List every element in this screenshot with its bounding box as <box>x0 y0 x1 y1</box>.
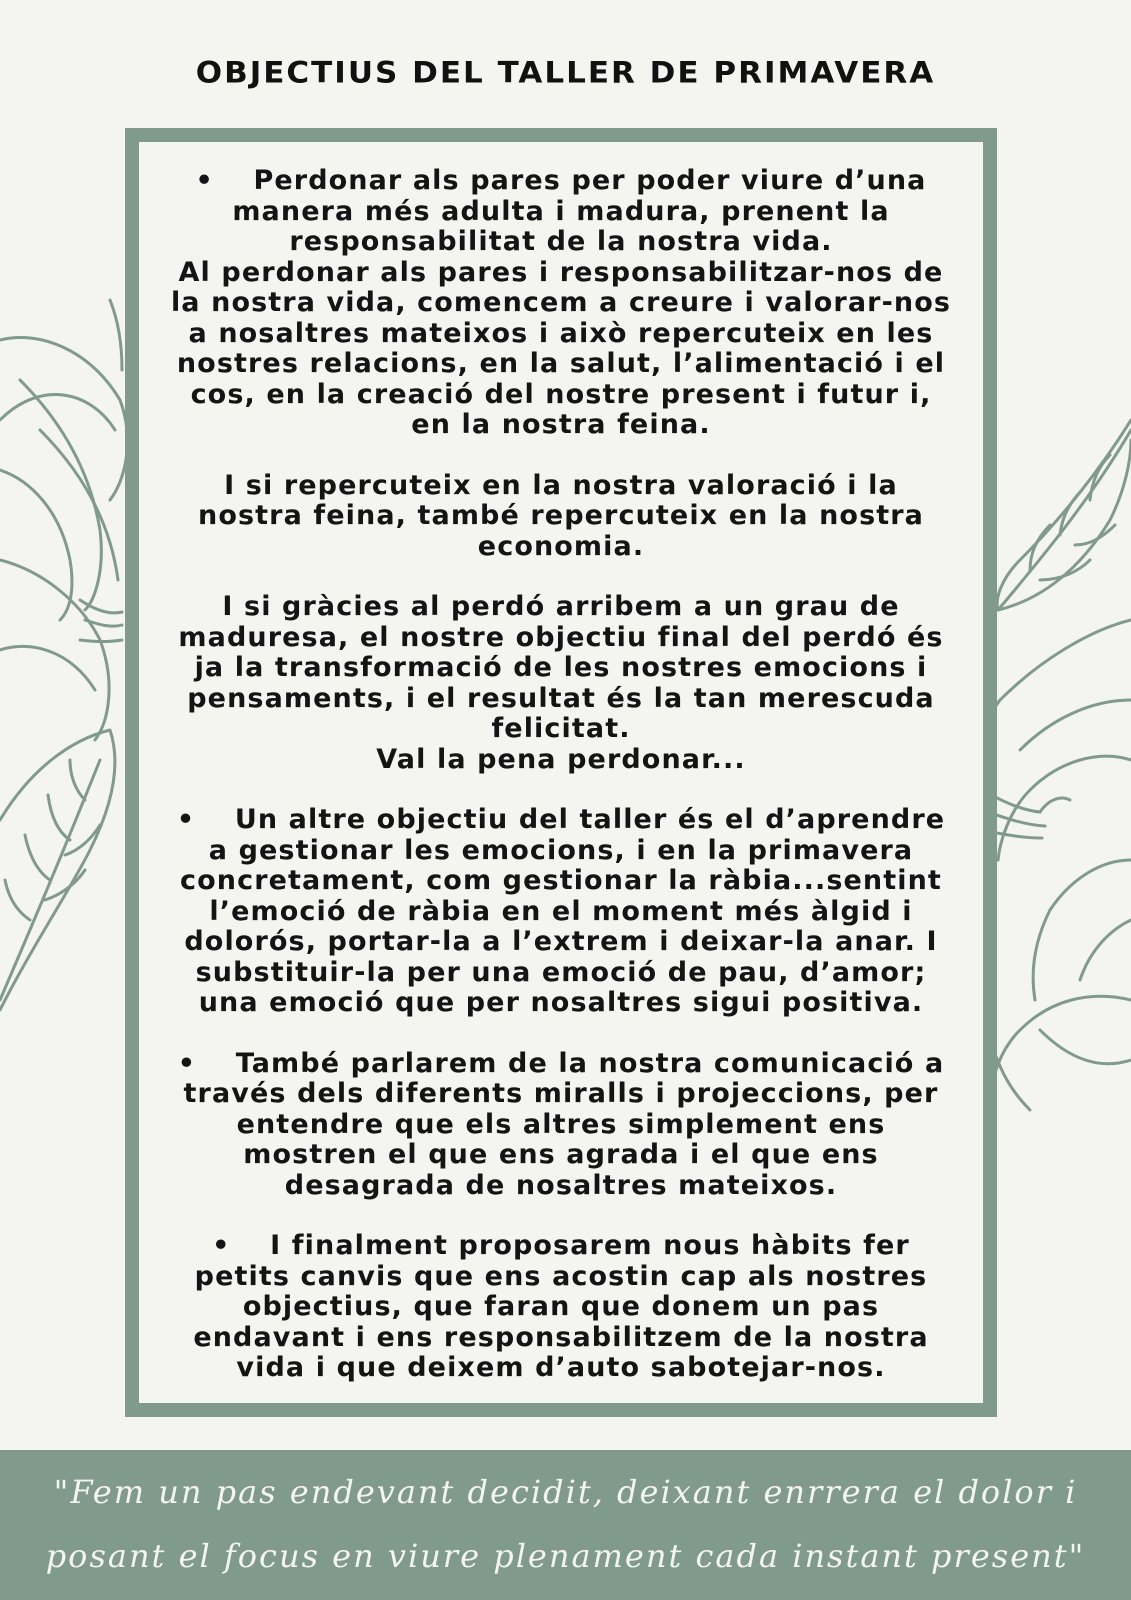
text-line: dolorós, portar-la a l’extrem i deixar-la anar. I <box>184 926 938 957</box>
left-petal-7 <box>0 646 95 690</box>
objective-1-economy <box>153 471 969 563</box>
text-line: nostra feina, també repercuteix en la nostra <box>198 500 924 531</box>
bullet-icon: • <box>176 804 196 835</box>
text-line: • També parlarem de la nostra comunicació a <box>177 1047 945 1079</box>
text-line: l’emoció de ràbia en el moment més àlgid i <box>209 895 913 927</box>
objective-3 <box>153 1049 969 1202</box>
content-frame <box>125 128 997 1417</box>
text-line: la nostra vida, comencem a creure i valorar-nos <box>170 287 952 318</box>
text-line: ja la transformació de les nostres emocions i <box>194 652 928 683</box>
page-title: OBJECTIUS DEL TALLER DE PRIMAVERA <box>195 55 936 91</box>
text-line: economia. <box>477 530 645 562</box>
objective-1-forgiveness <box>153 592 969 775</box>
objectives-text <box>153 166 969 1384</box>
text-line: entendre que els altres simplement ens <box>236 1108 886 1140</box>
objective-2 <box>153 805 969 1019</box>
text-line: en la nostra feina. <box>411 409 711 440</box>
text-line: a nosaltres mateixos i això repercuteix en les <box>188 317 934 349</box>
text-line: cos, en la creació del nostre present i futur i, <box>190 378 932 410</box>
text-line: concretament, com gestionar la ràbia...sentint <box>180 865 942 896</box>
text-line: través dels diferents miralls i projeccions, per <box>183 1078 939 1109</box>
quote-banner <box>0 1450 1131 1600</box>
text-line: a gestionar les emocions, i en la primavera <box>208 834 914 866</box>
text-line: desagrada de nosaltres mateixos. <box>284 1169 838 1201</box>
text-line: vida i que deixem d’auto sabotejar-nos. <box>236 1352 886 1383</box>
text-line: manera més adulta i madura, prenent la <box>232 195 890 227</box>
text-line: I si repercuteix en la nostra valoració i la <box>224 469 898 501</box>
text-line: Al perdonar als pares i responsabilitzar-nos de <box>178 256 944 288</box>
right-petal-2 <box>1020 700 1131 750</box>
quote-line-1: "Fem un pas endevant decidit, deixant enrrera el dolor i <box>53 1473 1078 1511</box>
text-line: mostren el que ens agrada i el que ens <box>243 1139 879 1170</box>
bullet-icon: • <box>177 1047 197 1079</box>
text-line: endavant i ens responsabilitzem de la nostra <box>193 1321 929 1353</box>
text-line: • Perdonar als pares per poder viure d’una <box>195 165 927 196</box>
text-line: nostres relacions, en la salut, l’alimentació i el <box>176 348 946 379</box>
text-line: I si gràcies al perdó arribem a un grau de <box>222 591 900 622</box>
text-line: Val la pena perdonar... <box>376 743 746 775</box>
text-line: objectius, que faran que donem un pas <box>242 1291 880 1322</box>
text-line: petits canvis que ens acostin cap als nostres <box>194 1260 928 1292</box>
left-petal-5 <box>0 470 72 620</box>
text-line: • Un altre objectiu del taller és el d’aprendre <box>176 804 946 835</box>
left-petal-4 <box>40 430 118 580</box>
text-line: responsabilitat de la nostra vida. <box>289 226 833 257</box>
objective-4 <box>153 1231 969 1384</box>
text-line: maduresa, el nostre objectiu final del perdó és <box>178 621 944 653</box>
text-line: substituir-la per una emoció de pau, d’amor; <box>195 956 927 988</box>
bullet-icon: • <box>195 165 214 196</box>
right-petal-1 <box>982 620 1131 760</box>
text-line: una emoció que per nosaltres sigui positiva. <box>198 987 924 1018</box>
objective-1 <box>153 166 969 441</box>
bullet-icon: • <box>212 1230 231 1261</box>
left-petal-6 <box>0 560 109 740</box>
text-line: • I finalment proposarem nous hàbits fer <box>212 1230 910 1261</box>
right-petal-6 <box>1040 1030 1131 1064</box>
text-line: pensaments, i el resultat és la tan merescuda <box>187 682 935 714</box>
quote-line-2: posant el focus en viure plenament cada instant present" <box>45 1537 1086 1575</box>
left-stamen-3 <box>80 640 122 642</box>
text-line: felicitat. <box>491 713 631 744</box>
left-leaf <box>0 730 115 1010</box>
